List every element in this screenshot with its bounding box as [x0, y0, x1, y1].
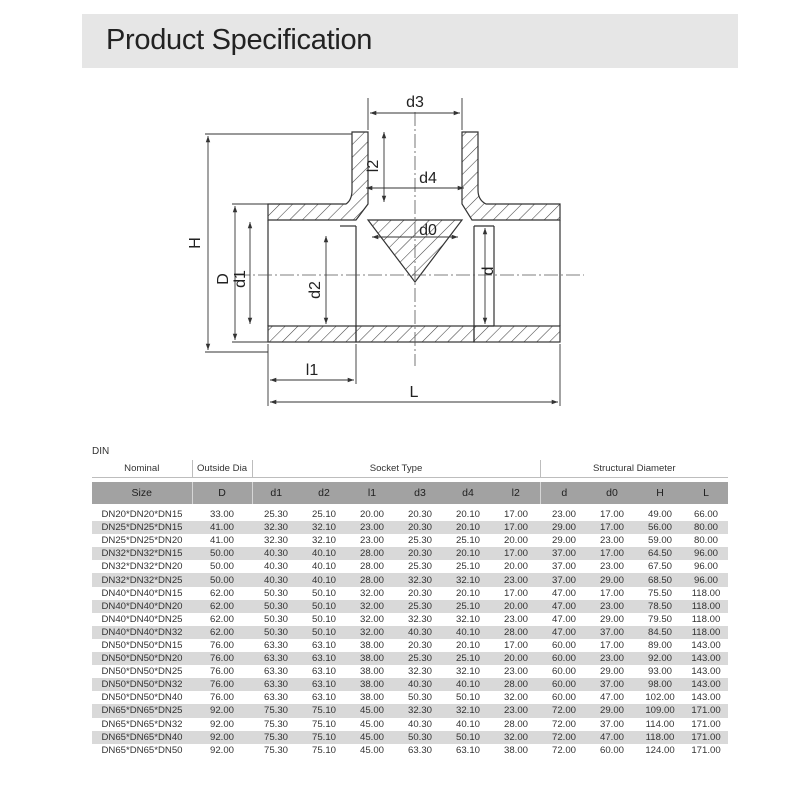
value-cell: 17.00	[503, 587, 528, 599]
col-d0: d0	[588, 482, 636, 504]
table-row	[92, 665, 728, 678]
value-cell: 72.00	[551, 744, 576, 756]
value-cell: 75.30	[252, 704, 300, 717]
value-cell: 25.10	[444, 652, 492, 665]
size-cell: DN25*DN25*DN20	[101, 535, 183, 547]
table-row	[92, 639, 728, 652]
value-cell: 45.00	[359, 718, 384, 730]
value-cell: 38.00	[348, 652, 396, 665]
value-cell: 32.10	[455, 613, 480, 625]
value-cell: 32.00	[348, 626, 396, 639]
value-cell: 66.00	[694, 509, 719, 521]
value-cell: 92.00	[192, 731, 252, 744]
value-cell: 75.30	[263, 718, 288, 730]
value-cell: 28.00	[503, 718, 528, 730]
value-cell: 40.30	[407, 718, 432, 730]
value-cell: 20.30	[407, 587, 432, 599]
value-cell: 60.00	[551, 666, 576, 678]
value-cell: 23.00	[492, 704, 540, 717]
value-cell: 62.00	[192, 626, 252, 639]
value-cell: 72.00	[540, 704, 588, 717]
table-row	[92, 744, 728, 757]
value-cell: 37.00	[540, 547, 588, 560]
value-cell: 64.50	[636, 547, 684, 560]
col-d-outer: D	[192, 482, 252, 504]
value-cell: 75.30	[252, 731, 300, 744]
value-cell: 143.00	[691, 692, 721, 704]
table-row	[92, 678, 728, 691]
value-cell: 25.10	[455, 561, 480, 573]
value-cell: 41.00	[192, 521, 252, 534]
col-d-inner: d	[540, 482, 588, 504]
size-cell: DN25*DN25*DN15	[92, 521, 192, 534]
size-cell: DN50*DN50*DN20	[92, 652, 192, 665]
size-cell: DN50*DN50*DN40	[101, 692, 183, 704]
value-cell: 32.10	[311, 535, 336, 547]
value-cell: 50.30	[252, 600, 300, 613]
value-cell: 23.00	[492, 573, 540, 586]
value-cell: 92.00	[192, 704, 252, 717]
value-cell: 40.10	[444, 678, 492, 691]
value-cell: 23.00	[588, 600, 636, 613]
value-cell: 25.30	[396, 652, 444, 665]
size-cell: DN65*DN65*DN32	[101, 718, 183, 730]
value-cell: 118.00	[636, 731, 684, 744]
value-cell: 23.00	[359, 535, 384, 547]
value-cell: 20.10	[444, 547, 492, 560]
value-cell: 96.00	[694, 561, 719, 573]
value-cell: 171.00	[691, 718, 721, 730]
value-cell: 20.00	[492, 652, 540, 665]
title-bar	[82, 14, 738, 68]
value-cell: 17.00	[492, 547, 540, 560]
value-cell: 63.30	[263, 692, 288, 704]
value-cell: 62.00	[192, 600, 252, 613]
value-cell: 37.00	[540, 573, 588, 586]
page-title: Product Specification	[106, 24, 373, 56]
size-cell: DN50*DN50*DN25	[101, 666, 183, 678]
value-cell: 96.00	[684, 573, 728, 586]
size-cell: DN50*DN50*DN32	[92, 678, 192, 691]
lower-wall-right	[474, 326, 560, 342]
value-cell: 25.30	[263, 509, 288, 521]
value-cell: 17.00	[492, 521, 540, 534]
value-cell: 28.00	[348, 547, 396, 560]
value-cell: 92.00	[209, 744, 234, 756]
label-d0: d0	[419, 222, 437, 239]
value-cell: 23.00	[588, 652, 636, 665]
value-cell: 20.10	[444, 521, 492, 534]
value-cell: 50.10	[444, 731, 492, 744]
value-cell: 63.30	[407, 744, 432, 756]
value-cell: 62.00	[209, 587, 234, 599]
value-cell: 32.00	[359, 613, 384, 625]
value-cell: 75.10	[300, 704, 348, 717]
specification-table	[92, 460, 728, 757]
value-cell: 50.30	[252, 626, 300, 639]
tee-fitting-drawing	[0, 85, 800, 425]
value-cell: 118.00	[684, 600, 728, 613]
size-cell: DN40*DN40*DN15	[101, 587, 183, 599]
column-header-row	[92, 482, 728, 504]
value-cell: 40.30	[252, 547, 300, 560]
value-cell: 37.00	[588, 626, 636, 639]
value-cell: 20.00	[503, 561, 528, 573]
value-cell: 118.00	[684, 626, 728, 639]
value-cell: 32.30	[407, 613, 432, 625]
value-cell: 17.00	[503, 509, 528, 521]
value-cell: 20.30	[407, 509, 432, 521]
value-cell: 56.00	[636, 521, 684, 534]
value-cell: 17.00	[599, 587, 624, 599]
value-cell: 38.00	[348, 678, 396, 691]
label-l2: l2	[365, 159, 382, 173]
value-cell: 20.00	[359, 509, 384, 521]
table-row	[92, 704, 728, 717]
size-cell: DN32*DN32*DN20	[101, 561, 183, 573]
table-row	[92, 521, 728, 534]
value-cell: 29.00	[551, 535, 576, 547]
table-row	[92, 560, 728, 573]
value-cell: 29.00	[588, 704, 636, 717]
value-cell: 23.00	[348, 521, 396, 534]
value-cell: 72.00	[551, 718, 576, 730]
value-cell: 63.10	[311, 639, 336, 651]
value-cell: 60.00	[551, 639, 576, 651]
value-cell: 76.00	[192, 652, 252, 665]
value-cell: 84.50	[636, 626, 684, 639]
group-structural-diameter: Structural Diameter	[540, 460, 728, 478]
value-cell: 118.00	[691, 613, 721, 625]
value-cell: 33.00	[209, 509, 234, 521]
table-row	[92, 731, 728, 744]
table-row	[92, 626, 728, 639]
value-cell: 75.10	[311, 744, 336, 756]
value-cell: 50.10	[311, 587, 336, 599]
label-d3: d3	[406, 94, 424, 111]
value-cell: 63.30	[263, 639, 288, 651]
standard-label: DIN	[92, 446, 110, 457]
value-cell: 29.00	[599, 613, 624, 625]
value-cell: 63.30	[252, 652, 300, 665]
col-l2: l2	[492, 482, 540, 504]
label-l1: l1	[305, 362, 319, 379]
value-cell: 63.10	[455, 744, 480, 756]
value-cell: 28.00	[492, 678, 540, 691]
table-row	[92, 547, 728, 560]
value-cell: 41.00	[209, 535, 234, 547]
value-cell: 63.10	[311, 666, 336, 678]
value-cell: 76.00	[209, 639, 234, 651]
size-cell: DN20*DN20*DN15	[101, 509, 183, 521]
value-cell: 171.00	[684, 704, 728, 717]
value-cell: 50.10	[300, 600, 348, 613]
value-cell: 32.10	[444, 704, 492, 717]
value-cell: 102.00	[645, 692, 675, 704]
value-cell: 32.10	[444, 573, 492, 586]
value-cell: 63.10	[311, 692, 336, 704]
value-cell: 28.00	[348, 573, 396, 586]
value-cell: 32.10	[300, 521, 348, 534]
value-cell: 25.30	[396, 600, 444, 613]
value-cell: 96.00	[684, 547, 728, 560]
value-cell: 45.00	[348, 704, 396, 717]
value-cell: 47.00	[551, 613, 576, 625]
value-cell: 47.00	[599, 692, 624, 704]
value-cell: 25.30	[407, 561, 432, 573]
col-h: H	[636, 482, 684, 504]
value-cell: 29.00	[540, 521, 588, 534]
value-cell: 80.00	[684, 521, 728, 534]
value-cell: 75.30	[263, 744, 288, 756]
value-cell: 23.00	[503, 666, 528, 678]
col-d3: d3	[396, 482, 444, 504]
label-d4: d4	[419, 170, 437, 187]
value-cell: 32.00	[348, 600, 396, 613]
value-cell: 50.30	[263, 613, 288, 625]
value-cell: 92.00	[636, 652, 684, 665]
value-cell: 25.10	[455, 535, 480, 547]
value-cell: 17.00	[588, 521, 636, 534]
value-cell: 17.00	[503, 639, 528, 651]
value-cell: 114.00	[645, 718, 675, 730]
value-cell: 60.00	[540, 678, 588, 691]
value-cell: 171.00	[684, 731, 728, 744]
value-cell: 40.30	[263, 561, 288, 573]
value-cell: 17.00	[599, 509, 624, 521]
value-cell: 171.00	[691, 744, 721, 756]
value-cell: 50.30	[396, 731, 444, 744]
value-cell: 60.00	[551, 692, 576, 704]
upper-wall-right	[462, 132, 560, 220]
value-cell: 38.00	[359, 692, 384, 704]
dimension-lines	[205, 98, 560, 406]
col-l: L	[684, 482, 728, 504]
value-cell: 93.00	[647, 666, 672, 678]
value-cell: 40.10	[300, 573, 348, 586]
value-cell: 50.00	[192, 547, 252, 560]
value-cell: 38.00	[359, 639, 384, 651]
label-d1: d1	[232, 270, 249, 288]
value-cell: 40.30	[396, 678, 444, 691]
label-d-outer: D	[215, 273, 232, 285]
value-cell: 80.00	[694, 535, 719, 547]
value-cell: 23.00	[599, 561, 624, 573]
value-cell: 37.00	[588, 678, 636, 691]
value-cell: 72.00	[540, 731, 588, 744]
value-cell: 75.10	[311, 718, 336, 730]
size-cell: DN40*DN40*DN20	[92, 600, 192, 613]
value-cell: 20.00	[492, 600, 540, 613]
value-cell: 40.30	[396, 626, 444, 639]
size-cell: DN65*DN65*DN25	[92, 704, 192, 717]
value-cell: 20.10	[455, 587, 480, 599]
label-d-inner: d	[480, 266, 497, 276]
value-cell: 17.00	[599, 639, 624, 651]
label-l: L	[409, 384, 419, 401]
value-cell: 89.00	[647, 639, 672, 651]
group-socket-type: Socket Type	[252, 460, 540, 478]
value-cell: 20.30	[396, 547, 444, 560]
label-h: H	[187, 237, 204, 249]
group-nominal: Nominal	[92, 460, 192, 478]
value-cell: 40.10	[300, 547, 348, 560]
value-cell: 25.10	[444, 600, 492, 613]
value-cell: 40.10	[311, 561, 336, 573]
value-cell: 62.00	[209, 613, 234, 625]
value-cell: 50.30	[407, 692, 432, 704]
value-cell: 38.00	[503, 744, 528, 756]
value-cell: 20.10	[455, 639, 480, 651]
value-cell: 20.30	[407, 639, 432, 651]
value-cell: 45.00	[348, 731, 396, 744]
value-cell: 32.00	[492, 731, 540, 744]
group-outside-dia: Outside Dia	[192, 460, 252, 478]
value-cell: 63.10	[300, 652, 348, 665]
value-cell: 60.00	[599, 744, 624, 756]
value-cell: 47.00	[540, 600, 588, 613]
value-cell: 23.00	[599, 535, 624, 547]
value-cell: 92.00	[209, 718, 234, 730]
value-cell: 32.30	[396, 573, 444, 586]
value-cell: 23.00	[503, 613, 528, 625]
value-cell: 50.00	[192, 573, 252, 586]
value-cell: 79.50	[647, 613, 672, 625]
lower-wall-left	[268, 326, 356, 342]
table-row	[92, 573, 728, 586]
label-d2: d2	[307, 281, 324, 299]
value-cell: 40.10	[444, 626, 492, 639]
value-cell: 32.30	[396, 704, 444, 717]
value-cell: 23.00	[551, 509, 576, 521]
value-cell: 45.00	[359, 744, 384, 756]
value-cell: 143.00	[684, 678, 728, 691]
value-cell: 28.00	[359, 561, 384, 573]
col-l1: l1	[348, 482, 396, 504]
value-cell: 17.00	[588, 547, 636, 560]
value-cell: 143.00	[684, 652, 728, 665]
value-cell: 50.10	[311, 613, 336, 625]
value-cell: 50.10	[455, 692, 480, 704]
value-cell: 63.30	[252, 678, 300, 691]
col-d4: d4	[444, 482, 492, 504]
table-row	[92, 534, 728, 547]
value-cell: 124.00	[645, 744, 675, 756]
value-cell: 118.00	[691, 587, 721, 599]
value-cell: 75.50	[647, 587, 672, 599]
value-cell: 98.00	[636, 678, 684, 691]
value-cell: 47.00	[551, 587, 576, 599]
value-cell: 67.50	[647, 561, 672, 573]
value-cell: 38.00	[359, 666, 384, 678]
value-cell: 25.10	[311, 509, 336, 521]
value-cell: 75.10	[300, 731, 348, 744]
value-cell: 143.00	[691, 639, 721, 651]
size-cell: DN40*DN40*DN32	[92, 626, 192, 639]
value-cell: 20.30	[396, 521, 444, 534]
upper-wall-left	[268, 132, 368, 220]
value-cell: 63.10	[300, 678, 348, 691]
value-cell: 78.50	[636, 600, 684, 613]
value-cell: 109.00	[636, 704, 684, 717]
value-cell: 63.30	[263, 666, 288, 678]
size-cell: DN65*DN65*DN40	[92, 731, 192, 744]
value-cell: 50.30	[263, 587, 288, 599]
value-cell: 59.00	[647, 535, 672, 547]
table-row	[92, 587, 728, 600]
table-row	[92, 691, 728, 704]
value-cell: 20.00	[503, 535, 528, 547]
table-row	[92, 613, 728, 626]
value-cell: 20.10	[455, 509, 480, 521]
value-cell: 50.10	[300, 626, 348, 639]
size-cell: DN32*DN32*DN25	[92, 573, 192, 586]
size-cell: DN65*DN65*DN50	[101, 744, 183, 756]
value-cell: 32.30	[263, 535, 288, 547]
value-cell: 32.10	[455, 666, 480, 678]
value-cell: 47.00	[540, 626, 588, 639]
value-cell: 76.00	[209, 692, 234, 704]
table-row	[92, 718, 728, 731]
value-cell: 76.00	[209, 666, 234, 678]
table-row	[92, 508, 728, 521]
value-cell: 60.00	[540, 652, 588, 665]
value-cell: 47.00	[588, 731, 636, 744]
value-cell: 32.00	[503, 692, 528, 704]
value-cell: 68.50	[636, 573, 684, 586]
value-cell: 50.00	[209, 561, 234, 573]
value-cell: 28.00	[492, 626, 540, 639]
value-cell: 37.00	[551, 561, 576, 573]
size-cell: DN50*DN50*DN15	[101, 639, 183, 651]
value-cell: 32.30	[252, 521, 300, 534]
value-cell: 40.30	[252, 573, 300, 586]
table-row	[92, 600, 728, 613]
value-cell: 76.00	[192, 678, 252, 691]
value-cell: 32.00	[359, 587, 384, 599]
table-row	[92, 652, 728, 665]
value-cell: 29.00	[588, 573, 636, 586]
col-size: Size	[92, 482, 192, 504]
value-cell: 25.30	[407, 535, 432, 547]
col-d2: d2	[300, 482, 348, 504]
value-cell: 37.00	[599, 718, 624, 730]
value-cell: 29.00	[599, 666, 624, 678]
value-cell: 40.10	[455, 718, 480, 730]
value-cell: 143.00	[691, 666, 721, 678]
size-cell: DN32*DN32*DN15	[92, 547, 192, 560]
size-cell: DN40*DN40*DN25	[101, 613, 183, 625]
group-header-row	[92, 460, 728, 478]
value-cell: 49.00	[647, 509, 672, 521]
value-cell: 32.30	[407, 666, 432, 678]
col-d1: d1	[252, 482, 300, 504]
